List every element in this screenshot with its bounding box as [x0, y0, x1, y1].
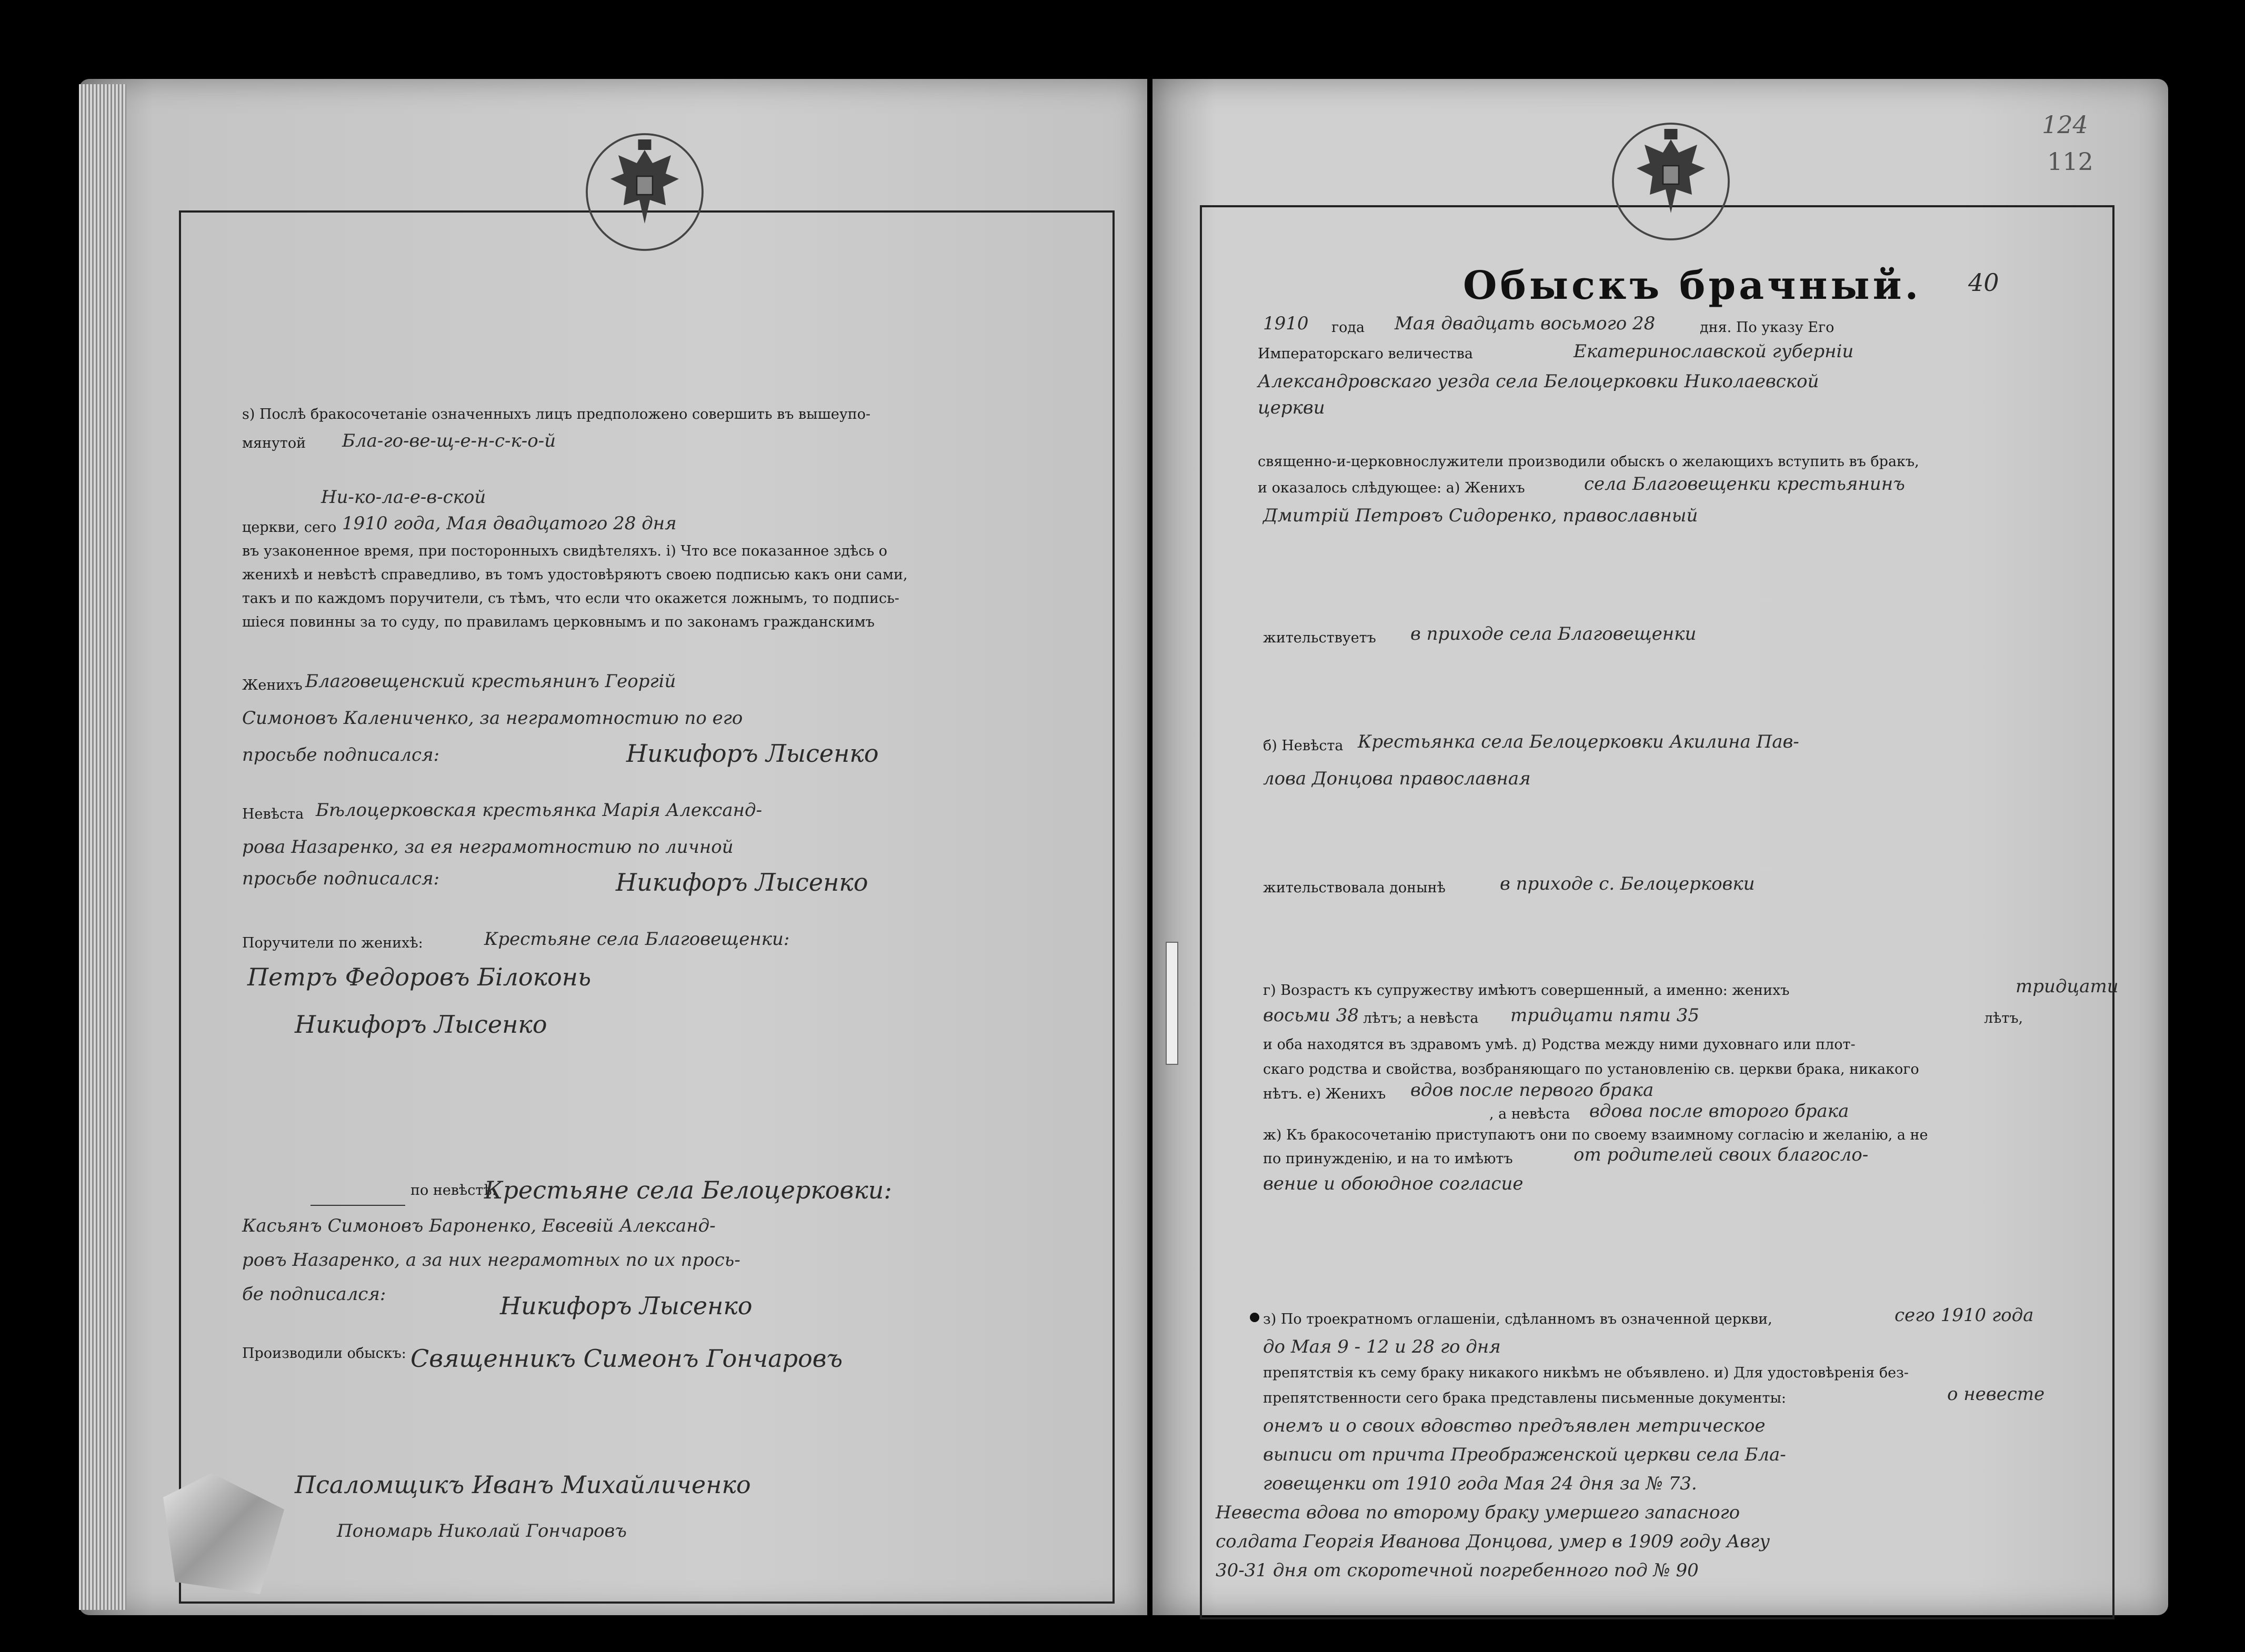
groom-hand-2: Симоновъ Калениченко, за неграмотностию по его — [242, 708, 743, 729]
note-hand-2: солдата Георгія Иванова Донцова, умер в 1909 году Авгу — [1216, 1531, 1770, 1552]
page-edges — [79, 84, 126, 1610]
groom-label: Женихъ — [242, 677, 303, 693]
bride-guarantors-hand-4: бе подписался: — [242, 1284, 386, 1305]
groom-guarantors-hand-1: Крестьяне села Благовещенки: — [484, 929, 790, 950]
para5-line3: церкви, сего — [242, 519, 337, 536]
binding-clip — [1166, 942, 1178, 1065]
intro-line1-b: дня. По указу Его — [1700, 319, 1835, 336]
bride-age-hand: тридцати пяти 35 — [1510, 1005, 1700, 1026]
age-line6: , а невѣста — [1489, 1106, 1570, 1122]
banns-line2: препятствія къ сему браку никакого никѣмъ не объявлено. и) Для удостовѣренія без- — [1263, 1365, 1909, 1381]
groom-age-hand-2: восьми 38 — [1263, 1005, 1359, 1026]
note-hand-1: Невеста вдова по второму браку умершего запасного — [1216, 1502, 1740, 1523]
banns-line3: препятственности сего брака представлены письменные документы: — [1263, 1390, 1787, 1406]
age-line2-b: лѣтъ, — [1984, 1010, 2023, 1026]
banns-dates-hand: до Мая 9 - 12 и 28 го дня — [1263, 1336, 1501, 1357]
intro-line2: Императорскаго величества — [1258, 346, 1473, 362]
signature-underline — [310, 1205, 405, 1206]
documents-hand-2: онемъ и о своих вдовство предъявлен метрическое — [1263, 1415, 1766, 1436]
printed-page-number: 112 — [2047, 147, 2093, 176]
bride-hand-2: рова Назаренко, за ея неграмотностию по личной — [242, 837, 734, 858]
groom-residence-hand: в приходе села Благовещенки — [1410, 623, 1697, 644]
ink-dot — [1250, 1313, 1259, 1322]
intro-line4-hand: церкви — [1258, 397, 1325, 418]
age-line4: скаго родства и свойства, возбраняющаго по установленію св. церкви брака, никакого — [1263, 1061, 1919, 1077]
document-title: Обыскъ брачный. — [1463, 263, 1922, 308]
age-line5: нѣтъ. е) Женихъ — [1263, 1086, 1386, 1102]
church-name-hand-2: Ни-ко-ла-е-в-ской — [321, 487, 486, 508]
bride-residence-label: жительствовала донынѣ — [1263, 880, 1446, 896]
inquiry-label: Производили обыскъ: — [242, 1345, 406, 1362]
groom-status-hand: вдов после первого брака — [1410, 1080, 1654, 1101]
bride-guarantors-signature: Никифоръ Лысенко — [500, 1292, 753, 1320]
intro-line3-hand: Александровскаго уезда села Белоцерковки Николаевской — [1258, 371, 1819, 392]
double-headed-eagle-emblem — [1605, 116, 1737, 247]
age-line7: ж) Къ бракосочетанію приступаютъ они по своему взаимному согласію и желанію, а не — [1263, 1127, 1928, 1143]
bride-guarantors-label: по невѣстѣ: — [410, 1182, 497, 1198]
sexton-signature: Пономарь Николай Гончаровъ — [337, 1520, 627, 1542]
groom-signature: Никифоръ Лысенко — [626, 739, 879, 768]
consent-hand-2: вение и обоюдное согласие — [1263, 1173, 1524, 1194]
age-line8: по принужденію, и на то имѣютъ — [1263, 1151, 1513, 1167]
handwritten-page-number: 124 — [2042, 110, 2088, 139]
intro-line5: священно-и-церковнослужители производили обыскъ о желающихъ вступить въ бракъ, — [1258, 454, 1919, 470]
documents-hand: о невесте — [1947, 1384, 2045, 1405]
intro-date-hand: Мая двадцать восьмого 28 — [1395, 313, 1656, 334]
banns-line1: з) По троекратномъ оглашеніи, сдѣланномъ въ означенной церкви, — [1263, 1311, 1772, 1327]
para5-line4: въ узаконенное время, при посторонныхъ свидѣтеляхъ. і) Что все показанное здѣсь о — [242, 543, 887, 559]
para5-line5: женихѣ и невѣстѣ справедливо, въ томъ удостовѣряютъ своею подписью какъ они сами, — [242, 567, 908, 583]
intro-year-hand: 1910 — [1263, 313, 1309, 334]
double-headed-eagle-emblem — [579, 126, 710, 258]
church-name-hand-1: Бла-го-ве-щ-е-н-с-к-о-й — [342, 430, 556, 451]
intro-line6: и оказалось слѣдующее: а) Женихъ — [1258, 480, 1525, 496]
psalmist-signature: Псаломщикъ Иванъ Михайличенко — [295, 1470, 751, 1499]
bride-hand-1: Бѣлоцерковская крестьянка Марія Александ- — [316, 800, 763, 821]
para5-line6: такъ и по каждомъ поручители, съ тѣмъ, что если что окажется ложнымъ, то подпись- — [242, 590, 899, 607]
groom-age-hand: тридцати — [2016, 976, 2119, 997]
bride-hand-2: лова Донцова православная — [1263, 768, 1531, 789]
intro-line1-a: года — [1331, 319, 1365, 336]
bride-residence-hand: в приходе с. Белоцерковки — [1500, 873, 1755, 894]
groom-guarantors-hand-2: Петръ Федоровъ Білоконь — [247, 963, 592, 991]
intro-line2-hand: Екатеринославской губерніи — [1573, 341, 1854, 362]
bride-label: Невѣста — [242, 806, 304, 822]
para5-line7: шіеся повинны за то суду, по правиламъ церковнымъ и по законамъ гражданскимъ — [242, 614, 875, 630]
priest-signature: Священникъ Симеонъ Гончаровъ — [410, 1344, 843, 1373]
note-hand-3: 30-31 дня от скоротечной погребенного под № 90 — [1216, 1560, 1699, 1581]
para5-line2: мянутой — [242, 435, 306, 451]
marriage-date-hand: 1910 года, Мая двадцатого 28 дня — [342, 513, 677, 534]
age-line2-a: лѣтъ; а невѣста — [1363, 1010, 1479, 1026]
bride-hand-3: просьбе подписался: — [242, 868, 440, 889]
bride-section-label: б) Невѣста — [1263, 738, 1344, 754]
documents-hand-3: выписи от причта Преображенской церкви села Бла- — [1263, 1444, 1786, 1465]
record-number: 40 — [1968, 268, 1999, 297]
groom-hand-1: Благовещенский крестьянинъ Георгій — [305, 671, 676, 692]
banns-year-hand: сего 1910 года — [1895, 1305, 2034, 1326]
bride-guarantors-hand-3: ровъ Назаренко, а за них неграмотных по их прось- — [242, 1250, 740, 1271]
documents-hand-4: говещенки от 1910 года Мая 24 дня за № 73. — [1263, 1473, 1697, 1494]
para5-line1: ѕ) Послѣ бракосочетаніе означенныхъ лицъ предположено совершить въ вышеупо- — [242, 406, 871, 422]
groom-name-hand: Дмитрій Петровъ Сидоренко, православный — [1263, 505, 1698, 526]
groom-residence-label: жительствуетъ — [1263, 630, 1376, 646]
consent-hand: от родителей своих благосло- — [1573, 1144, 1869, 1165]
groom-guarantors-label: Поручители по женихѣ: — [242, 935, 423, 951]
age-line1: г) Возрастъ къ супружеству имѣютъ совершенный, а именно: женихъ — [1263, 982, 1790, 999]
age-line3: и оба находятся въ здравомъ умѣ. д) Родства между ними духовнаго или плот- — [1263, 1036, 1856, 1053]
groom-hand-3: просьбе подписался: — [242, 744, 440, 765]
bride-hand-1: Крестьянка села Белоцерковки Акилина Пав- — [1358, 731, 1799, 752]
groom-origin-hand: села Благовещенки крестьянинъ — [1584, 474, 1905, 495]
bride-guarantors-hand-2: Касьянъ Симоновъ Бароненко, Евсевій Александ- — [242, 1215, 716, 1236]
bride-signature: Никифоръ Лысенко — [616, 868, 868, 896]
groom-guarantors-signature: Никифоръ Лысенко — [295, 1010, 547, 1039]
bride-guarantors-hand-1: Крестьяне села Белоцерковки: — [484, 1176, 892, 1204]
bride-status-hand: вдова после второго брака — [1589, 1101, 1849, 1122]
